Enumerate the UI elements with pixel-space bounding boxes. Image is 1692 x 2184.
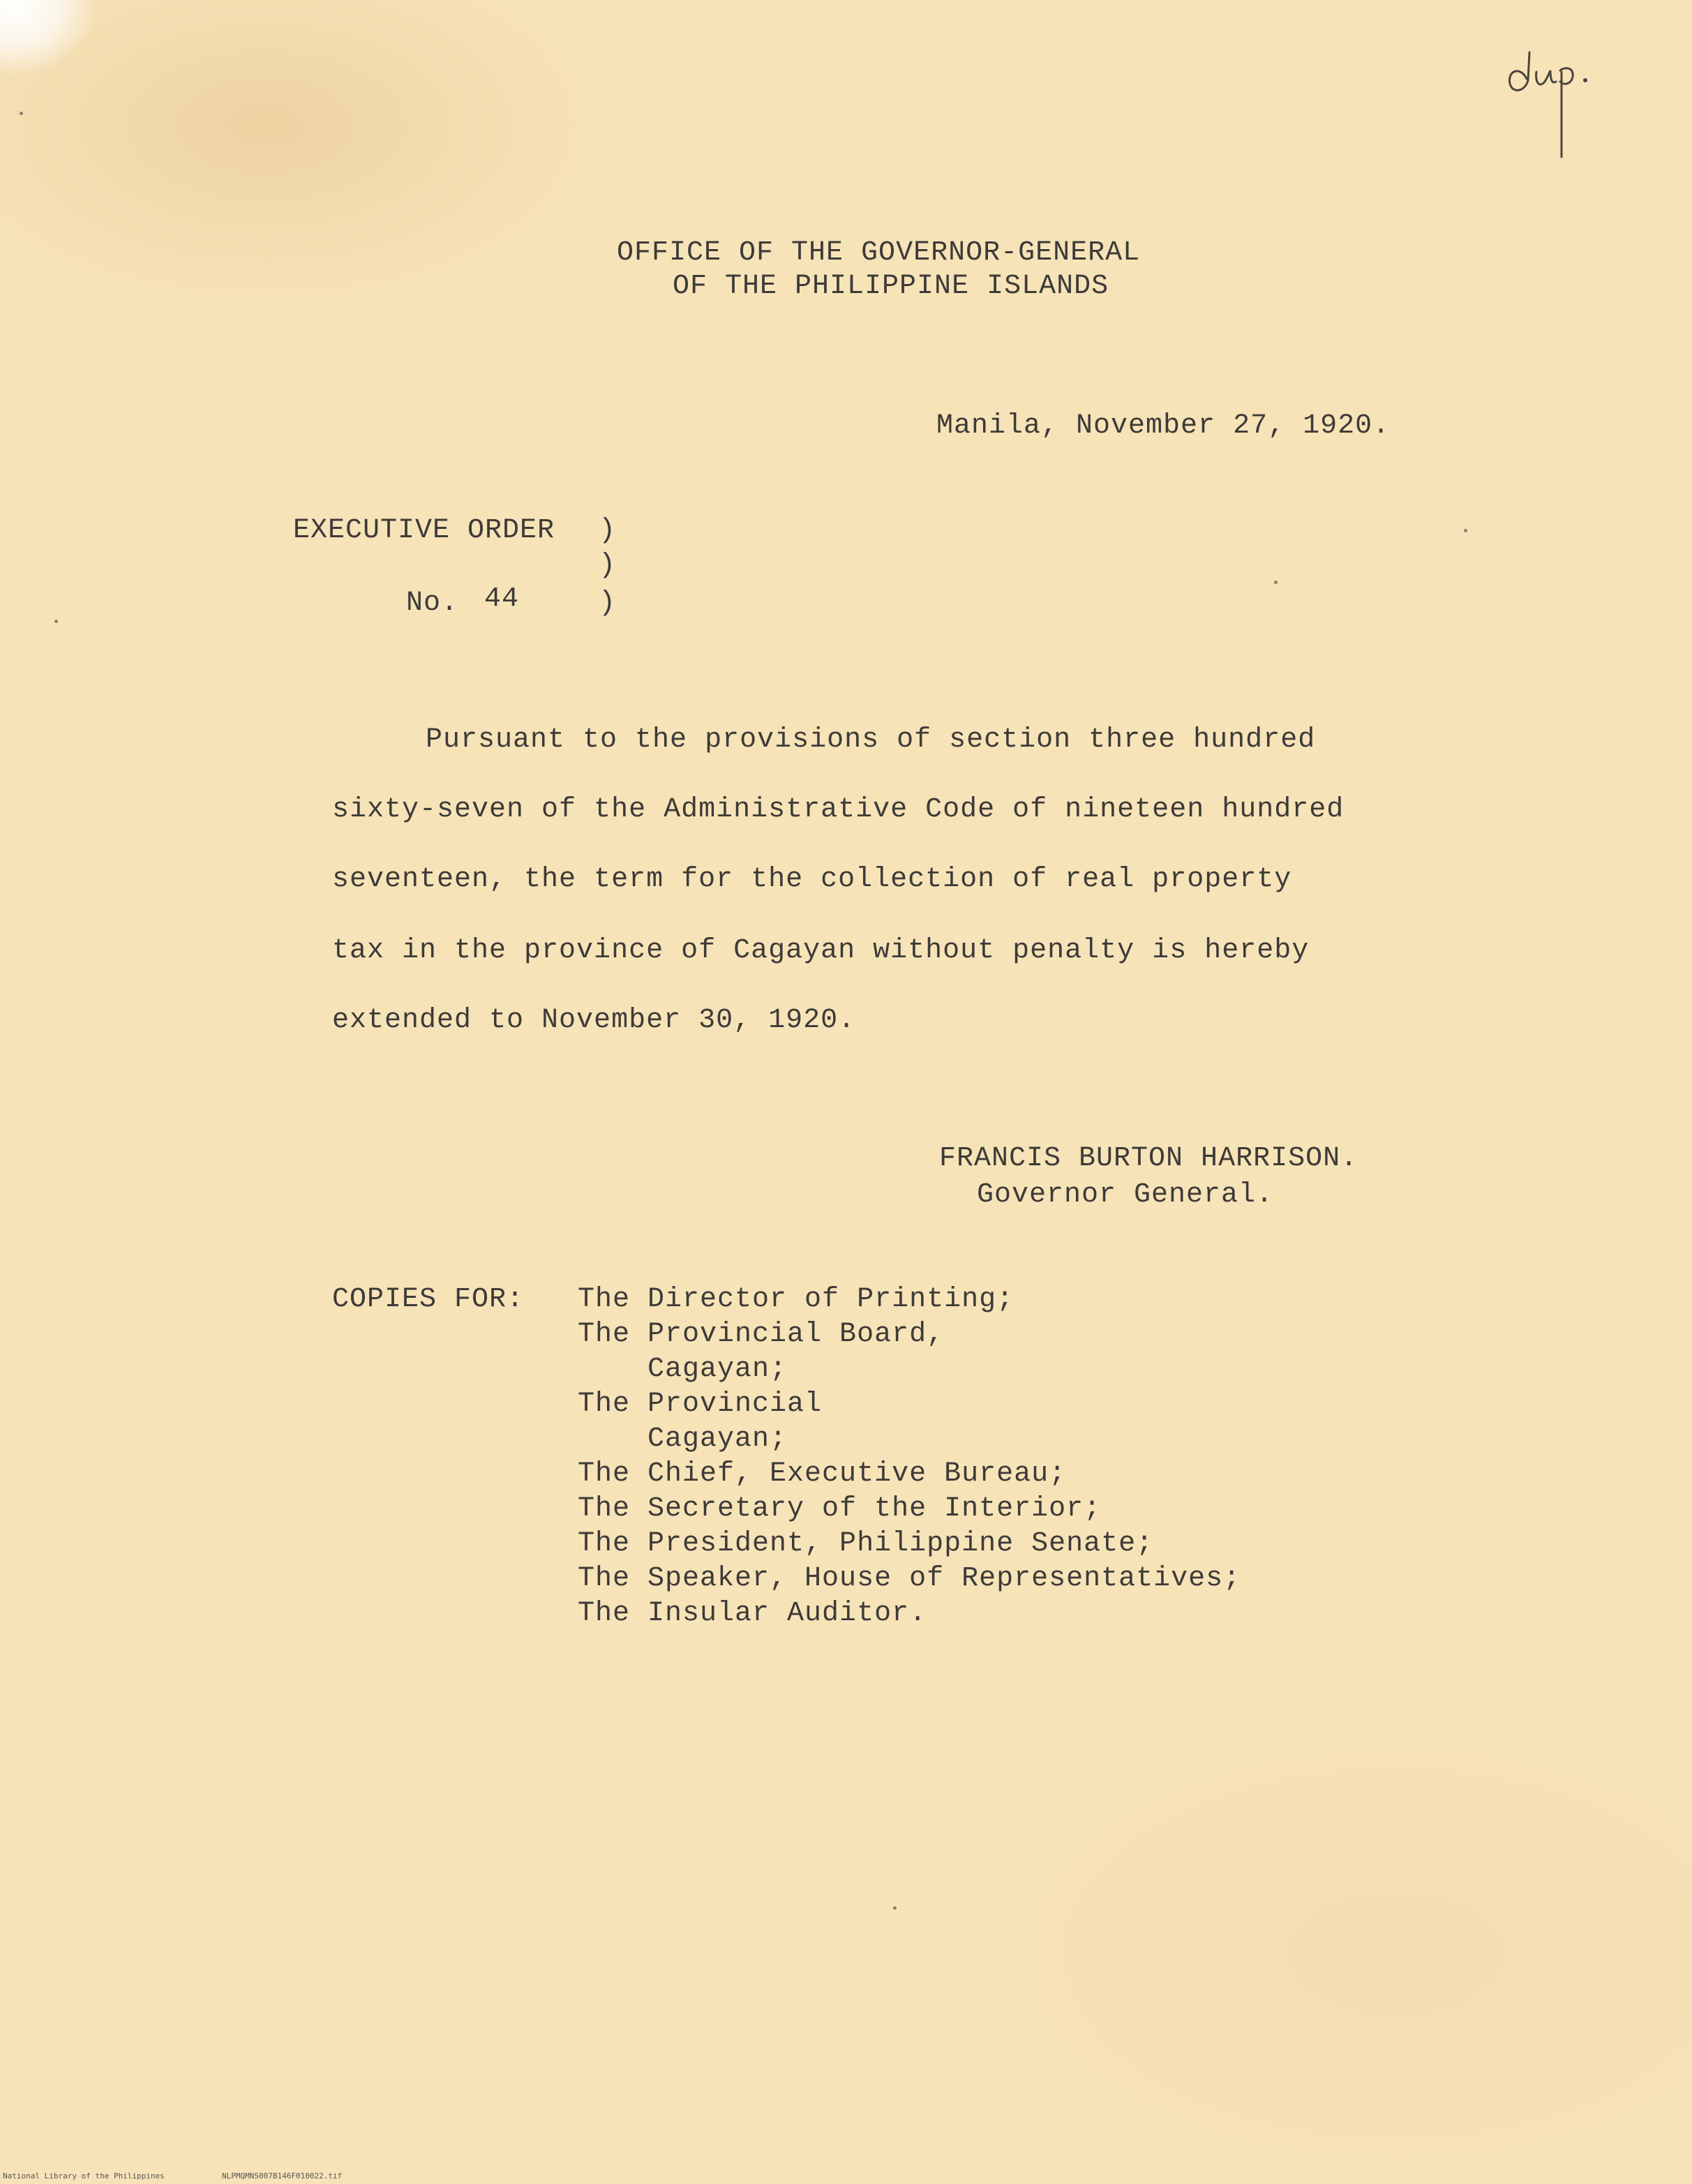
copies-line-3: Cagayan; xyxy=(578,1354,788,1385)
paper-speck xyxy=(20,112,23,115)
signatory-name: FRANCIS BURTON HARRISON. xyxy=(939,1143,1358,1174)
date-line: Manila, November 27, 1920. xyxy=(936,410,1391,442)
body-line-3: seventeen, the term for the collection of real property xyxy=(332,864,1292,895)
copies-line-4: The Provincial xyxy=(578,1389,823,1420)
copies-for-label: COPIES FOR: xyxy=(332,1284,525,1315)
bracket-paren-1: ) xyxy=(599,515,617,546)
copies-line-1: The Director of Printing; xyxy=(578,1284,1015,1315)
header-line-2: OF THE PHILIPPINE ISLANDS xyxy=(673,271,1109,302)
copies-line-2: The Provincial Board, xyxy=(578,1319,945,1350)
body-line-5: extended to November 30, 1920. xyxy=(332,1005,856,1036)
bracket-paren-2: ) xyxy=(599,550,617,581)
paper-speck xyxy=(54,620,58,623)
copies-line-10: The Insular Auditor. xyxy=(578,1598,927,1629)
body-line-4: tax in the province of Cagayan without penalty is hereby xyxy=(332,935,1310,966)
executive-order-label: EXECUTIVE ORDER xyxy=(293,515,555,546)
copies-line-6: The Chief, Executive Bureau; xyxy=(578,1458,1067,1490)
body-line-2: sixty-seven of the Administrative Code of nineteen hundred xyxy=(332,794,1345,825)
bracket-paren-3: ) xyxy=(599,588,617,619)
handwritten-note-dup xyxy=(1500,38,1626,164)
copies-line-8: The President, Philippine Senate; xyxy=(578,1528,1154,1560)
paper-speck xyxy=(1464,529,1467,532)
copies-line-7: The Secretary of the Interior; xyxy=(578,1493,1102,1525)
header-line-1: OFFICE OF THE GOVERNOR-GENERAL xyxy=(617,237,1141,269)
signatory-title: Governor General. xyxy=(977,1179,1274,1211)
order-number-label: No. xyxy=(406,588,459,619)
copies-line-5: Cagayan; xyxy=(578,1423,788,1455)
copies-line-9: The Speaker, House of Representatives; xyxy=(578,1563,1241,1594)
paper-speck xyxy=(893,1906,897,1910)
footer-library-label: National Library of the Philippines xyxy=(3,2171,165,2181)
body-line-1: Pursuant to the provisions of section three hundred xyxy=(426,724,1316,756)
paper-speck xyxy=(1274,581,1278,584)
footer-filename: NLPMQMNS007B146F010022.tif xyxy=(222,2171,343,2181)
torn-corner xyxy=(0,0,98,84)
order-number: 44 xyxy=(484,583,520,615)
